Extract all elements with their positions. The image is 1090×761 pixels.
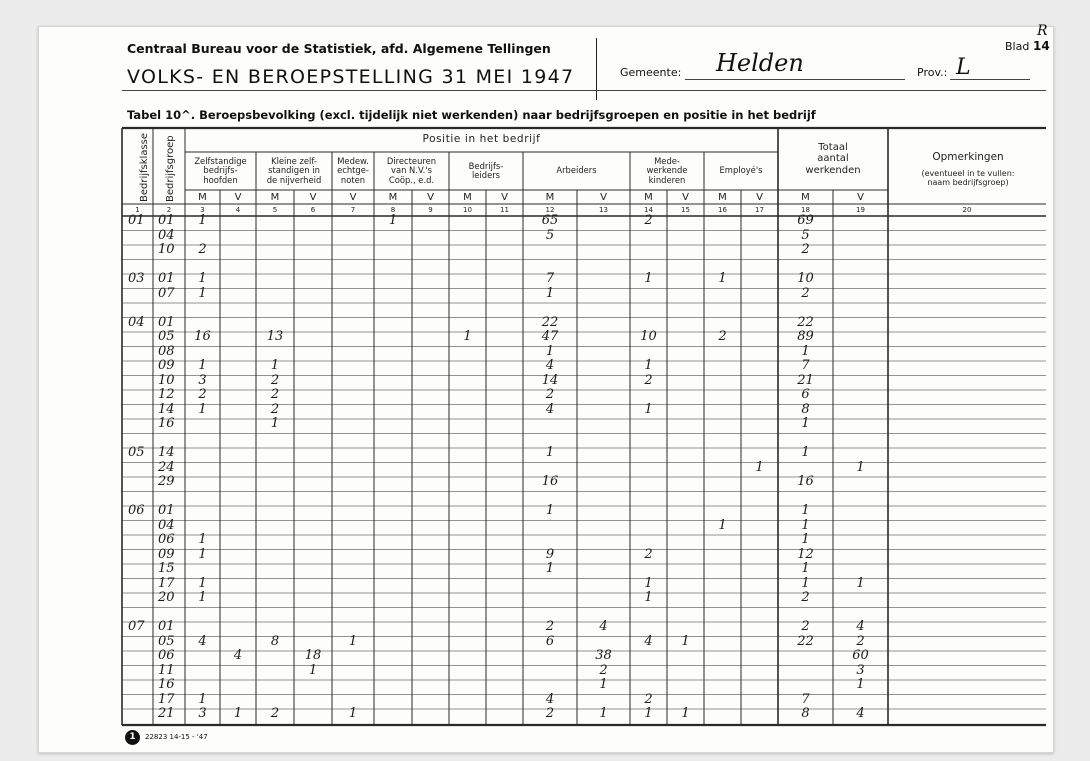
data-cell-col-6: 18 xyxy=(304,648,322,663)
data-cell-col-3: 1 xyxy=(198,590,207,605)
data-cell-col-3: 1 xyxy=(198,358,207,373)
data-cell-col-5: 2 xyxy=(270,401,280,417)
groep-cell: 14 xyxy=(158,445,175,460)
data-cell-col-19: 1 xyxy=(856,459,865,475)
data-cell-col-4: 4 xyxy=(233,648,243,663)
data-cell-col-3: 16 xyxy=(194,329,211,344)
data-cell-col-12: 14 xyxy=(541,372,559,388)
data-cell-col-18: 1 xyxy=(801,416,810,431)
data-cell-col-19: 60 xyxy=(852,648,869,663)
data-cell-col-12: 7 xyxy=(545,271,555,286)
data-cell-col-13: 2 xyxy=(599,662,608,678)
col-header-opmerkingen-sub: (eventueel in te vullen: naam bedrijfsgroep) xyxy=(921,169,1015,187)
groep-cell: 04 xyxy=(158,517,175,533)
data-cell-col-18: 8 xyxy=(801,706,810,721)
data-cell-col-12: 5 xyxy=(545,227,555,243)
col-header-directeuren: Directeuren van N.V.'s Coöp., e.d. xyxy=(386,155,437,185)
positie-group-header: Positie in het bedrijf xyxy=(422,133,541,146)
data-cell-col-3: 1 xyxy=(198,546,207,562)
sex-header-col-16: M xyxy=(718,191,727,203)
groep-cell: 15 xyxy=(158,561,175,576)
data-cell-col-16: 1 xyxy=(718,271,727,286)
data-cell-col-12: 2 xyxy=(545,706,555,721)
printer-badge: 1 xyxy=(125,730,140,745)
data-cell-col-14: 1 xyxy=(644,401,653,417)
data-cell-col-13: 38 xyxy=(595,648,612,663)
data-cell-col-13: 1 xyxy=(599,706,608,721)
data-cell-col-3: 4 xyxy=(198,633,207,649)
data-cell-col-15: 1 xyxy=(681,706,690,721)
col-header-employes: Employé's xyxy=(719,165,763,176)
groep-cell: 01 xyxy=(158,619,175,634)
column-number-6: 6 xyxy=(310,206,316,214)
data-cell-col-14: 2 xyxy=(644,546,653,562)
data-cell-col-12: 22 xyxy=(541,314,559,330)
column-number-11: 11 xyxy=(500,206,509,214)
data-cell-col-5: 8 xyxy=(270,633,280,649)
groep-cell: 17 xyxy=(158,575,175,591)
blad-handwritten-mark: R xyxy=(1037,23,1048,39)
klasse-cell: 04 xyxy=(128,314,145,330)
groep-cell: 06 xyxy=(158,532,175,547)
data-cell-col-14: 2 xyxy=(644,691,653,707)
data-cell-col-18: 89 xyxy=(797,329,814,344)
data-cell-col-12: 4 xyxy=(545,358,555,373)
col-header-totaal: Totaal aantal werkenden xyxy=(805,142,861,176)
data-cell-col-7: 1 xyxy=(348,633,358,649)
col-header-arbeiders: Arbeiders xyxy=(556,165,597,176)
groep-cell: 20 xyxy=(158,590,175,605)
data-cell-col-18: 1 xyxy=(801,532,810,547)
column-number-1: 1 xyxy=(135,206,140,214)
sex-header-col-10: M xyxy=(463,191,472,203)
data-cell-col-14: 2 xyxy=(644,213,653,228)
col-header-bedrijfsleiders: Bedrijfs- leiders xyxy=(468,160,504,180)
groep-cell: 01 xyxy=(158,271,175,286)
sex-header-col-14: M xyxy=(644,191,653,203)
data-cell-col-12: 65 xyxy=(541,213,559,228)
sex-header-col-9: V xyxy=(427,191,434,203)
data-cell-col-18: 21 xyxy=(797,372,814,388)
data-cell-col-3: 1 xyxy=(198,271,207,286)
prov-label: Prov.: xyxy=(917,66,948,79)
klasse-cell: 07 xyxy=(128,619,145,634)
column-number-18: 18 xyxy=(801,206,810,214)
column-number-5: 5 xyxy=(272,206,278,214)
col-header-bedrijfsgroep: Bedrijfsgroep xyxy=(165,135,176,202)
data-cell-col-5: 2 xyxy=(270,372,280,388)
data-cell-col-18: 7 xyxy=(801,691,810,707)
data-cell-col-18: 1 xyxy=(801,517,810,533)
groep-cell: 07 xyxy=(158,285,175,301)
data-cell-col-3: 1 xyxy=(198,691,207,707)
groep-cell: 01 xyxy=(158,503,175,518)
groep-cell: 10 xyxy=(158,372,175,388)
data-cell-col-18: 5 xyxy=(801,227,810,243)
data-cell-col-19: 1 xyxy=(856,677,865,692)
sex-header-col-15: V xyxy=(682,191,689,203)
print-code: 22823 14-15 - '47 xyxy=(145,733,208,741)
col-header-medewerkende-echtgenoten: Medew. echtge- noten xyxy=(337,155,369,185)
data-cell-col-10: 1 xyxy=(463,329,472,344)
data-cell-col-3: 1 xyxy=(198,401,207,417)
sex-header-col-11: V xyxy=(501,191,508,203)
groep-cell: 06 xyxy=(158,648,175,663)
sex-header-col-12: M xyxy=(545,191,555,203)
data-cell-col-4: 1 xyxy=(233,706,243,721)
data-cell-col-19: 3 xyxy=(856,662,865,678)
col-header-bedrijfsklasse: Bedrijfsklasse xyxy=(139,132,150,202)
data-cell-col-18: 1 xyxy=(801,503,810,518)
data-cell-col-19: 2 xyxy=(856,633,865,649)
data-cell-col-12: 47 xyxy=(541,329,559,344)
data-cell-col-3: 3 xyxy=(198,372,207,388)
column-number-19: 19 xyxy=(856,206,865,214)
blad-label: Blad xyxy=(1005,40,1030,53)
data-cell-col-5: 1 xyxy=(270,358,280,373)
sex-header-col-6: V xyxy=(309,191,317,203)
column-number-12: 12 xyxy=(545,206,555,214)
data-cell-col-18: 22 xyxy=(797,314,814,330)
data-cell-col-19: 4 xyxy=(856,619,865,634)
prov-value: L xyxy=(956,55,971,80)
data-cell-col-3: 1 xyxy=(198,213,207,228)
column-number-20: 20 xyxy=(962,206,972,214)
data-cell-col-3: 1 xyxy=(198,285,207,301)
sex-header-col-3: M xyxy=(198,191,207,203)
col-header-zelfstandige: Zelfstandige bedrijfs- hoofden xyxy=(194,155,247,185)
groep-cell: 01 xyxy=(158,213,175,228)
data-cell-col-14: 4 xyxy=(644,633,653,649)
data-cell-col-18: 69 xyxy=(797,213,814,228)
klasse-cell: 06 xyxy=(128,503,145,518)
groep-cell: 05 xyxy=(158,329,175,344)
groep-cell: 01 xyxy=(158,314,175,330)
data-cell-col-5: 1 xyxy=(270,416,280,431)
groep-cell: 16 xyxy=(158,416,175,431)
data-cell-col-12: 1 xyxy=(545,561,555,576)
data-cell-col-15: 1 xyxy=(681,633,690,649)
groep-cell: 04 xyxy=(158,227,175,243)
data-cell-col-12: 9 xyxy=(545,546,555,562)
data-cell-col-14: 10 xyxy=(640,329,657,344)
data-cell-col-14: 1 xyxy=(644,590,653,605)
data-cell-col-18: 1 xyxy=(801,575,810,591)
column-number-9: 9 xyxy=(428,206,433,214)
data-cell-col-18: 6 xyxy=(801,387,810,402)
office-line: Centraal Bureau voor de Statistiek, afd. Algemene Tellingen xyxy=(127,41,551,56)
column-number-17: 17 xyxy=(755,206,764,214)
data-cell-col-12: 2 xyxy=(545,619,555,634)
data-cell-col-14: 2 xyxy=(644,372,653,388)
groep-cell: 09 xyxy=(158,546,175,562)
sex-header-col-4: V xyxy=(234,191,242,203)
data-cell-col-3: 3 xyxy=(198,706,207,721)
data-cell-col-18: 7 xyxy=(801,358,810,373)
column-number-3: 3 xyxy=(200,206,205,214)
data-cell-col-5: 13 xyxy=(266,329,284,344)
data-cell-col-18: 1 xyxy=(801,343,810,359)
col-header-kleine-zelfstandigen: Kleine zelf- standigen in de nijverheid xyxy=(266,155,322,185)
data-cell-col-18: 2 xyxy=(801,285,810,301)
data-cell-col-14: 1 xyxy=(644,706,653,721)
groep-cell: 21 xyxy=(158,706,175,721)
groep-cell: 24 xyxy=(158,459,175,475)
data-cell-col-14: 1 xyxy=(644,575,653,591)
data-cell-col-18: 2 xyxy=(801,242,810,257)
data-cell-col-18: 1 xyxy=(801,445,810,460)
column-number-13: 13 xyxy=(599,206,608,214)
data-cell-col-13: 4 xyxy=(599,619,608,634)
column-number-15: 15 xyxy=(681,206,690,214)
data-cell-col-12: 1 xyxy=(545,445,555,460)
data-cell-col-12: 2 xyxy=(545,387,555,402)
data-cell-col-3: 2 xyxy=(198,242,207,257)
groep-cell: 14 xyxy=(158,401,175,417)
blad-number: 14 xyxy=(1033,39,1050,53)
table-title: Tabel 10^. Beroepsbevolking (excl. tijdelijk niet werkenden) naar bedrijfsgroepen en positie in het bedrijf xyxy=(127,108,816,122)
data-cell-col-5: 2 xyxy=(270,706,280,721)
sex-header-col-8: M xyxy=(388,191,398,203)
data-cell-col-3: 2 xyxy=(198,387,207,402)
gemeente-value: Helden xyxy=(716,49,804,77)
groep-cell: 16 xyxy=(158,677,175,692)
data-cell-col-12: 1 xyxy=(545,503,555,518)
data-cell-col-19: 1 xyxy=(856,575,865,591)
data-cell-col-16: 1 xyxy=(718,517,727,533)
column-number-16: 16 xyxy=(718,206,727,214)
data-cell-col-17: 1 xyxy=(755,459,764,475)
data-cell-col-12: 6 xyxy=(545,633,555,649)
data-cell-col-12: 1 xyxy=(545,285,555,301)
form-title: VOLKS- EN BEROEPSTELLING 31 MEI 1947 xyxy=(127,66,575,88)
sex-header-col-19: V xyxy=(857,191,864,203)
data-cell-col-8: 1 xyxy=(388,213,398,228)
groep-cell: 05 xyxy=(158,633,175,649)
data-cell-col-18: 10 xyxy=(797,271,814,286)
data-cell-col-18: 1 xyxy=(801,561,810,576)
column-number-2: 2 xyxy=(166,206,172,214)
data-cell-col-14: 1 xyxy=(644,271,653,286)
column-number-14: 14 xyxy=(644,206,653,214)
sex-header-col-5: M xyxy=(270,191,280,203)
groep-cell: 09 xyxy=(158,358,175,373)
klasse-cell: 05 xyxy=(128,445,145,460)
data-cell-col-13: 1 xyxy=(599,677,608,692)
data-cell-col-12: 4 xyxy=(545,401,555,417)
data-cell-col-19: 4 xyxy=(856,706,865,721)
data-cell-col-18: 16 xyxy=(797,474,814,489)
data-cell-col-18: 8 xyxy=(801,401,810,417)
data-cell-col-18: 2 xyxy=(801,619,810,634)
data-cell-col-12: 1 xyxy=(545,343,555,359)
sex-header-col-13: V xyxy=(600,191,607,203)
column-number-10: 10 xyxy=(463,206,472,214)
data-cell-col-18: 12 xyxy=(797,546,814,562)
data-cell-col-7: 1 xyxy=(348,706,358,721)
column-number-4: 4 xyxy=(235,206,241,214)
sex-header-col-18: M xyxy=(801,191,810,203)
col-header-opmerkingen: Opmerkingen xyxy=(932,151,1004,164)
column-number-8: 8 xyxy=(390,206,396,214)
klasse-cell: 01 xyxy=(128,213,145,228)
groep-cell: 29 xyxy=(158,474,175,489)
col-header-medewerkende-kinderen: Mede- werkende kinderen xyxy=(646,155,688,185)
data-cell-col-12: 4 xyxy=(545,691,555,707)
data-cell-col-14: 1 xyxy=(644,358,653,373)
data-cell-col-5: 2 xyxy=(270,387,280,402)
klasse-cell: 03 xyxy=(128,271,145,286)
data-cell-col-12: 16 xyxy=(541,474,559,489)
groep-cell: 11 xyxy=(158,662,175,678)
data-cell-col-3: 1 xyxy=(198,532,207,547)
data-cell-col-6: 1 xyxy=(308,662,318,678)
column-number-7: 7 xyxy=(350,206,356,214)
groep-cell: 08 xyxy=(158,343,175,359)
data-cell-col-16: 2 xyxy=(718,329,727,344)
sex-header-col-17: V xyxy=(756,191,763,203)
data-cell-col-3: 1 xyxy=(198,575,207,591)
groep-cell: 10 xyxy=(158,242,175,257)
groep-cell: 12 xyxy=(158,387,175,402)
data-cell-col-18: 2 xyxy=(801,590,810,605)
sex-header-col-7: V xyxy=(349,191,357,203)
groep-cell: 17 xyxy=(158,691,175,707)
data-cell-col-18: 22 xyxy=(797,633,814,649)
gemeente-label: Gemeente: xyxy=(620,66,682,79)
